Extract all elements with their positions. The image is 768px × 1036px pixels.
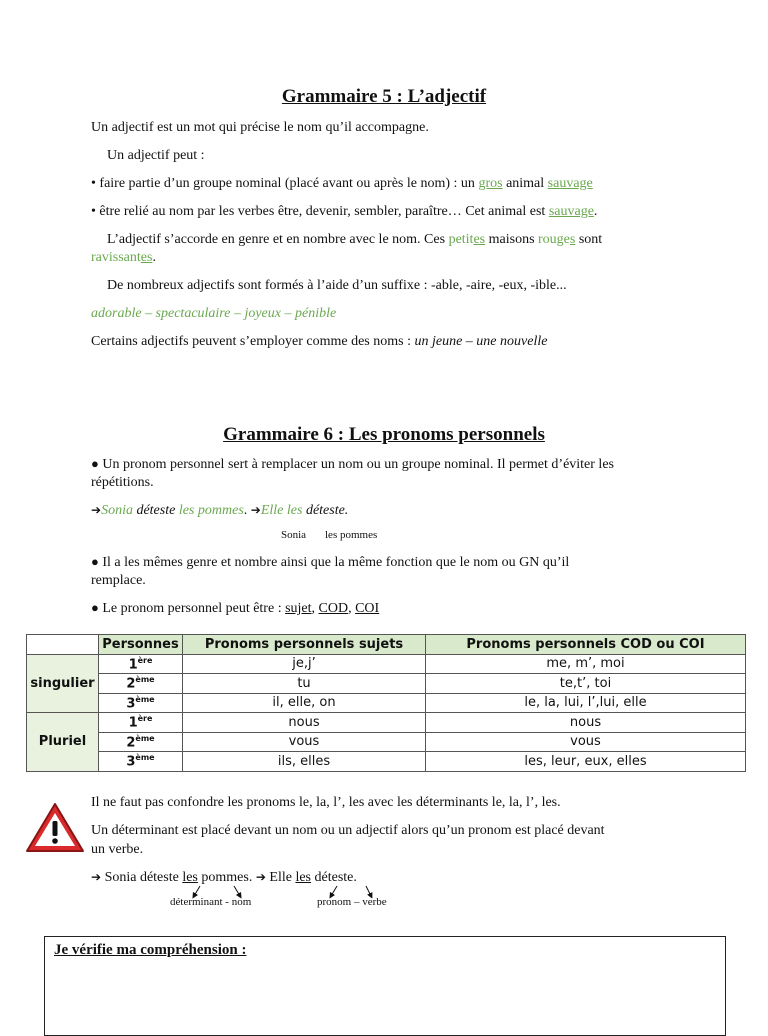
arrow-icon: ➔ <box>250 503 261 517</box>
group-singulier: singulier <box>27 654 99 713</box>
label-determinant-nom: déterminant - nom <box>170 896 252 908</box>
pronoun-example: ➔Sonia déteste les pommes. ➔Elle les déteste. <box>91 503 349 518</box>
note-les-pommes: les pommes <box>325 529 378 541</box>
suffix-examples: adorable – spectaculaire – joyeux – pénible <box>91 306 337 321</box>
note-sonia: Sonia <box>281 529 307 541</box>
warning-line1: Il ne faut pas confondre les pronoms le, la, l’, les avec les déterminants le, la, l’, les. <box>91 795 561 810</box>
label-pronom-verbe: pronom – verbe <box>317 896 387 908</box>
pronoun-agreement-line1: ● Il a les mêmes genre et nombre ainsi que la même fonction que le nom ou GN qu’il <box>91 554 570 570</box>
example-sauvage-2: sauvage <box>548 204 594 219</box>
comprehension-title: Je vérifie ma compréhension : <box>54 942 247 958</box>
warning-icon <box>24 801 86 855</box>
table-header-row <box>27 635 746 655</box>
header-cod-coi: Pronoms personnels COD ou COI <box>426 635 746 655</box>
header-sujets: Pronoms personnels sujets <box>183 635 426 655</box>
table-row: 3ème il, elle, on le, la, lui, l’,lui, elle <box>27 693 746 713</box>
warning-line2a: Un déterminant est placé devant un nom ou un adjectif alors qu’un pronom est placé devant <box>91 823 605 838</box>
header-personnes: Personnes <box>99 635 183 655</box>
group-pluriel: Pluriel <box>27 713 99 772</box>
agreement-line1: L’adjectif s’accorde en genre et en nombre avec le nom. Ces petites maisons rouges sont <box>107 232 603 247</box>
table-row: singulier 1ère je,j’ me, m’, moi <box>27 654 746 674</box>
table-row: 2ème tu te,t’, toi <box>27 674 746 694</box>
pronoun-definition-line2: répétitions. <box>91 475 154 490</box>
table-row: 2ème vous vous <box>27 732 746 752</box>
bullet-nominal-group: • faire partie d’un groupe nominal (placé avant ou après le nom) : un gros animal sauvage <box>91 176 593 191</box>
bullet-verb-link: • être relié au nom par les verbes être, devenir, sembler, paraître… Cet animal est sauvage. <box>91 204 598 219</box>
arrow-icon: ➔ <box>255 870 266 884</box>
pronoun-definition-line1: ● Un pronom personnel sert à remplacer un nom ou un groupe nominal. Il permet d’éviter les <box>91 456 614 472</box>
arrow-icon: ➔ <box>91 503 102 517</box>
example-petites: petit <box>448 232 474 247</box>
adjective-as-noun: Certains adjectifs peuvent s’employer comme des noms : un jeune – une nouvelle <box>91 334 548 349</box>
suffix-rule: De nombreux adjectifs sont formés à l’aide d’un suffixe : -able, -aire, -eux, -ible... <box>107 278 567 293</box>
adjective-can-intro: Un adjectif peut : <box>107 148 205 163</box>
table-row: 3ème ils, elles les, leur, eux, elles <box>27 752 746 772</box>
example-sauvage: sauvage <box>547 176 593 191</box>
warning-example: ➔ Sonia déteste les pommes. ➔ Elle les déteste. <box>91 870 357 885</box>
table-row: Pluriel 1ère nous nous <box>27 713 746 733</box>
comprehension-box <box>44 936 726 1036</box>
example-rouges: rouge <box>538 232 570 247</box>
section2-title: Grammaire 6 : Les pronoms personnels <box>223 424 545 445</box>
pronoun-table <box>26 634 746 772</box>
section1-title: Grammaire 5 : L’adjectif <box>281 86 487 107</box>
example-ravissantes: ravissant <box>91 250 141 265</box>
pronoun-functions: ● Le pronom personnel peut être : sujet, COD, COI <box>91 600 380 616</box>
example-gros: gros <box>478 176 503 191</box>
arrow-icon: ➔ <box>91 870 102 884</box>
warning-line2b: un verbe. <box>91 842 144 857</box>
adjective-definition: Un adjectif est un mot qui précise le nom qu’il accompagne. <box>91 120 429 135</box>
agreement-line2: ravissantes. <box>91 250 156 265</box>
pronoun-agreement-line2: remplace. <box>91 573 146 588</box>
